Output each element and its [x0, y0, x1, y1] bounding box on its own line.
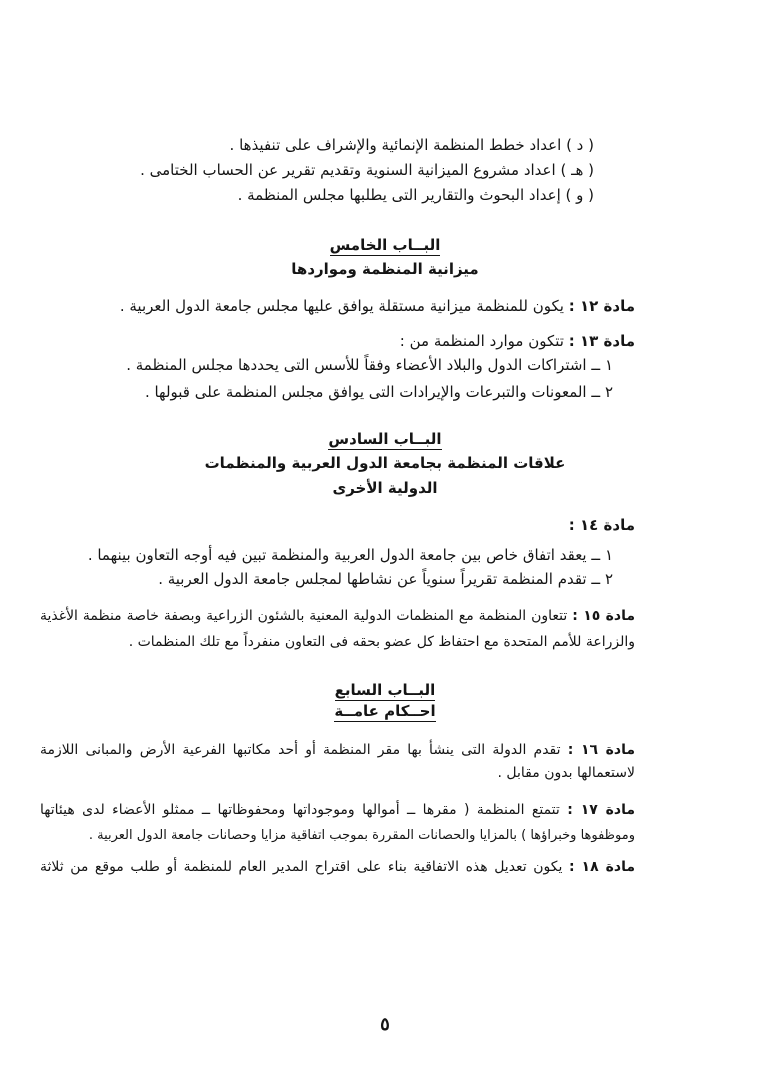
article-17-line-1 [40, 800, 635, 820]
article-15-text-1: تتعاون المنظمة مع المنظمات الدولية المعنية بالشئون الزراعية وبصفة خاصة منظمة الأغذية [40, 608, 568, 624]
article-17-label: مادة ١٧ : [567, 802, 636, 818]
article-16-text-1: تقدم الدولة التى ينشأ بها مقر المنظمة أو أحد مكاتبها الفرعية الأرض والمبانى اللازمة [40, 742, 561, 758]
article-18-label: مادة ١٨ : [568, 859, 635, 875]
article-12 [0, 296, 635, 316]
article-16-line-2: لاستعمالها بدون مقابل . [497, 765, 635, 781]
chapter-6-subtitle-2: الدولية الأخرى [332, 479, 438, 497]
chapter-6-subtitle-1: علاقات المنظمة بجامعة الدول العربية والمنظمات [204, 454, 566, 472]
article-13-item-2: ٢ ــ المعونات والتبرعات والإيرادات التى يوافق مجلس المنظمة على قبولها . [144, 383, 613, 401]
article-13-label: مادة ١٣ : [568, 332, 635, 350]
chapter-6-title: البــاب السادس [328, 430, 442, 448]
article-14-item-1: ١ ــ يعقد اتفاق خاص بين جامعة الدول العربية والمنظمة تبين فيه أوجه التعاون بينهما . [87, 546, 613, 564]
article-18-line-1 [40, 857, 635, 877]
page-number: ٥ [380, 1014, 390, 1035]
article-13-text: تتكون موارد المنظمة من : [399, 332, 564, 350]
clause-w: ( و ) إعداد البحوث والتقارير التى يطلبها مجلس المنظمة . [237, 186, 594, 204]
chapter-5-subtitle: ميزانية المنظمة ومواردها [291, 260, 479, 278]
clause-d: ( د ) اعداد خطط المنظمة الإنمائية والإشراف على تنفيذها . [229, 136, 594, 154]
article-14 [0, 515, 635, 535]
article-13-item-1: ١ ــ اشتراكات الدول والبلاد الأعضاء وفقاً للأسس التى يحددها مجلس المنظمة . [126, 356, 613, 374]
article-18-text-1: يكون تعديل هذه الاتفاقية بناء على اقتراح المدير العام للمنظمة أو طلب موقع من ثلاثة [40, 859, 563, 875]
article-14-label: مادة ١٤ : [568, 516, 635, 534]
chapter-7-subtitle: احــكام عامــة [334, 702, 436, 720]
article-16-line-1 [40, 740, 635, 760]
article-13 [0, 331, 635, 351]
article-14-item-2: ٢ ــ تقدم المنظمة تقريراً سنوياً عن نشاطها لمجلس جامعة الدول العربية . [158, 570, 613, 588]
article-12-label: مادة ١٢ : [568, 297, 635, 315]
article-12-text: يكون للمنظمة ميزانية مستقلة يوافق عليها مجلس جامعة الدول العربية . [119, 297, 564, 315]
article-15-label: مادة ١٥ : [572, 608, 636, 624]
clause-h: ( هـ ) اعداد مشروع الميزانية السنوية وتقديم تقرير عن الحساب الختامى . [140, 161, 594, 179]
article-15-line-1 [40, 606, 635, 626]
article-17-text-1: تتمتع المنظمة ( مقرها ــ أموالها وموجوداتها ومحفوظاتها ــ ممثلو الأعضاء لدى هيئاتها [40, 802, 560, 818]
article-16-label: مادة ١٦ : [567, 742, 636, 758]
article-15-line-2: والزراعة للأمم المتحدة مع احتفاظ كل عضو بحقه فى التعاون منفرداً مع تلك المنظمات . [128, 634, 635, 650]
chapter-5-title: البــاب الخامس [329, 236, 441, 254]
article-17-line-2: وموظفوها وخبراؤها ) بالمزايا والحصانات المقررة بموجب اتفاقية مزايا وحصانات جامعة الدول العربية . [88, 828, 635, 843]
chapter-7-title: البــاب السابع [334, 681, 436, 699]
